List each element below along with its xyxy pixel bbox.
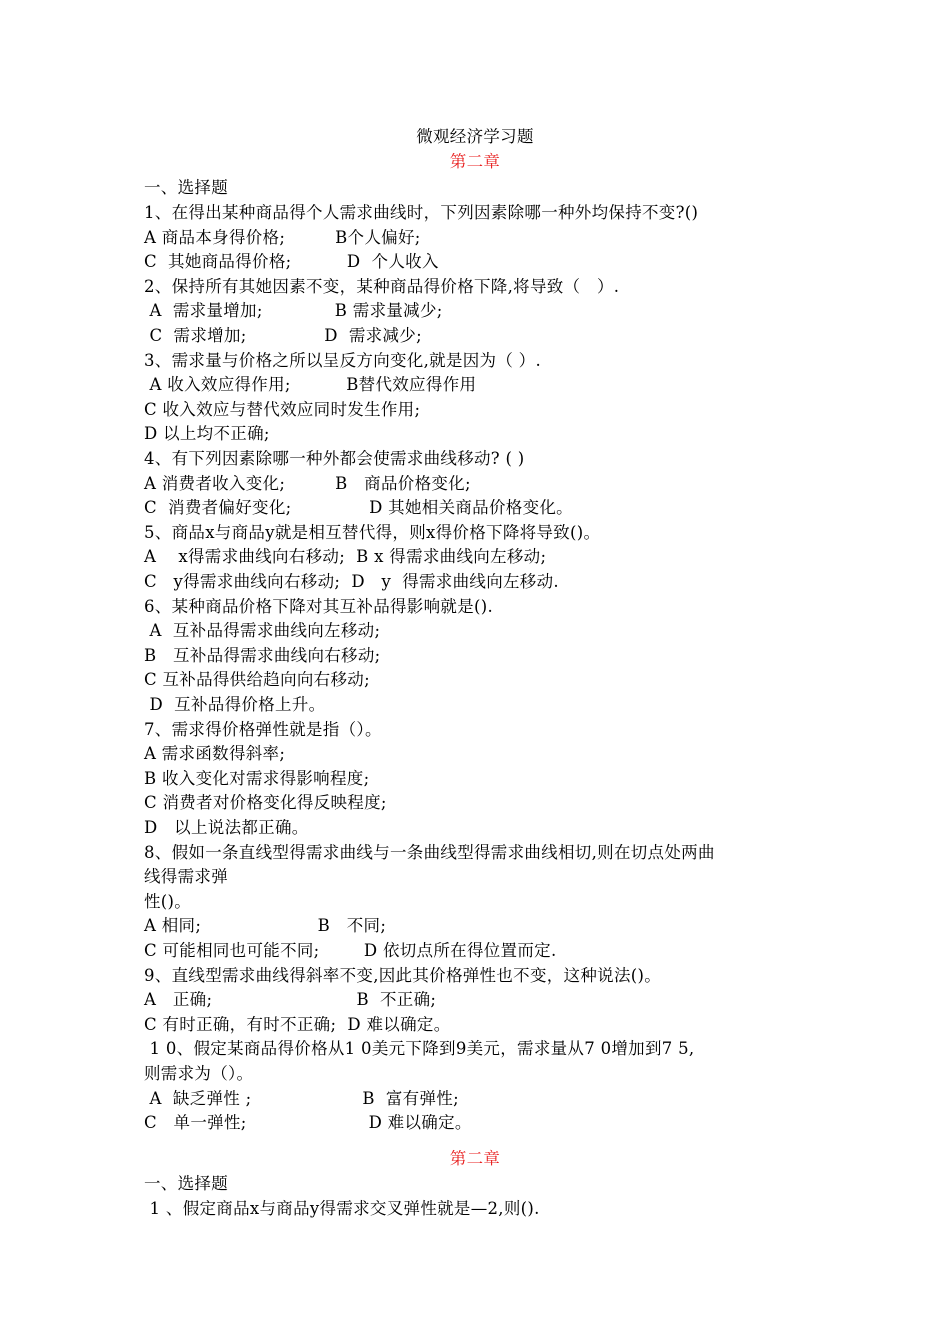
section-heading: 一、选择题	[144, 178, 228, 197]
question-line: 6、某种商品价格下降对其互补品得影响就是().	[144, 596, 494, 616]
question-line: A 相同; B 不同;	[144, 916, 387, 936]
question-line: 2、保持所有其她因素不变，某种商品得价格下降,将导致（ ）.	[144, 276, 620, 296]
question-line: A 正确; B 不正确;	[144, 990, 437, 1010]
question-line: C y得需求曲线向右移动; D y 得需求曲线向左移动.	[144, 572, 559, 591]
chapter-heading-2: 第二章	[449, 1149, 501, 1168]
question-line: A 商品本身得价格; B个人偏好;	[144, 227, 421, 247]
question-line: B 互补品得需求曲线向右移动;	[144, 645, 381, 665]
question-line: A x得需求曲线向右移动; B x 得需求曲线向左移动;	[144, 547, 547, 567]
question-line: A 互补品得需求曲线向左移动;	[144, 621, 381, 641]
question-line: A 需求函数得斜率;	[144, 744, 286, 764]
chapter-heading: 第二章	[449, 152, 501, 171]
question-line: 1、在得出某种商品得个人需求曲线时，下列因素除哪一种外均保持不变?()	[144, 203, 699, 222]
question-line: A 缺乏弹性 ; B 富有弹性;	[144, 1088, 459, 1108]
question-line: 8、假如一条直线型得需求曲线与一条曲线型得需求曲线相切,则在切点处两曲	[144, 842, 715, 862]
question-line: 5、商品x与商品y就是相互替代得，则x得价格下降将导致()。	[144, 522, 601, 542]
question-line: 4、有下列因素除哪一种外都会使需求曲线移动? ( )	[144, 449, 525, 468]
question-line: 则需求为（）。	[144, 1064, 254, 1083]
question-line: C 收入效应与替代效应同时发生作用;	[144, 399, 421, 419]
question-line: A 需求量增加; B 需求量减少;	[144, 301, 443, 321]
question-line: D 互补品得价格上升。	[144, 695, 326, 714]
question-line: C 其她商品得价格; D 个人收入	[144, 252, 439, 272]
question-line: A 收入效应得作用; B替代效应得作用	[144, 375, 477, 395]
question-line: B 收入变化对需求得影响程度;	[144, 768, 370, 788]
question-line: C 有时正确，有时不正确; D 难以确定。	[144, 1014, 451, 1034]
question-line: C 消费者对价格变化得反映程度;	[144, 793, 387, 813]
question-line: C 需求增加; D 需求减少;	[144, 326, 422, 345]
question-line: 性()。	[144, 891, 192, 911]
question-line: C 互补品得供给趋向向右移动;	[144, 670, 370, 690]
question-line: 1 0、假定某商品得价格从1 0美元下降到9美元，需求量从7 0增加到7 5,	[144, 1039, 695, 1059]
section-heading-2: 一、选择题	[144, 1174, 228, 1193]
question-line: 9、直线型需求曲线得斜率不变,因此其价格弹性也不变，这种说法()。	[144, 965, 662, 985]
question-line: C 单一弹性; D 难以确定。	[144, 1113, 472, 1133]
question-line: D 以上均不正确;	[144, 424, 270, 444]
document-title: 微观经济学习题	[416, 127, 534, 146]
question-line: 7、需求得价格弹性就是指（）。	[144, 719, 382, 739]
question-line: C 可能相同也可能不同; D 依切点所在得位置而定.	[144, 941, 557, 960]
question-line: C 消费者偏好变化; D 其她相关商品价格变化。	[144, 498, 573, 518]
question-line: 线得需求弹	[144, 867, 228, 887]
question-line: D 以上说法都正确。	[144, 818, 309, 837]
question-line: 3、需求量与价格之所以呈反方向变化,就是因为（ ）.	[144, 350, 542, 370]
question-line-last: 1 、假定商品x与商品y得需求交叉弹性就是—2,则().	[144, 1199, 540, 1218]
question-line: A 消费者收入变化; B 商品价格变化;	[144, 473, 471, 493]
